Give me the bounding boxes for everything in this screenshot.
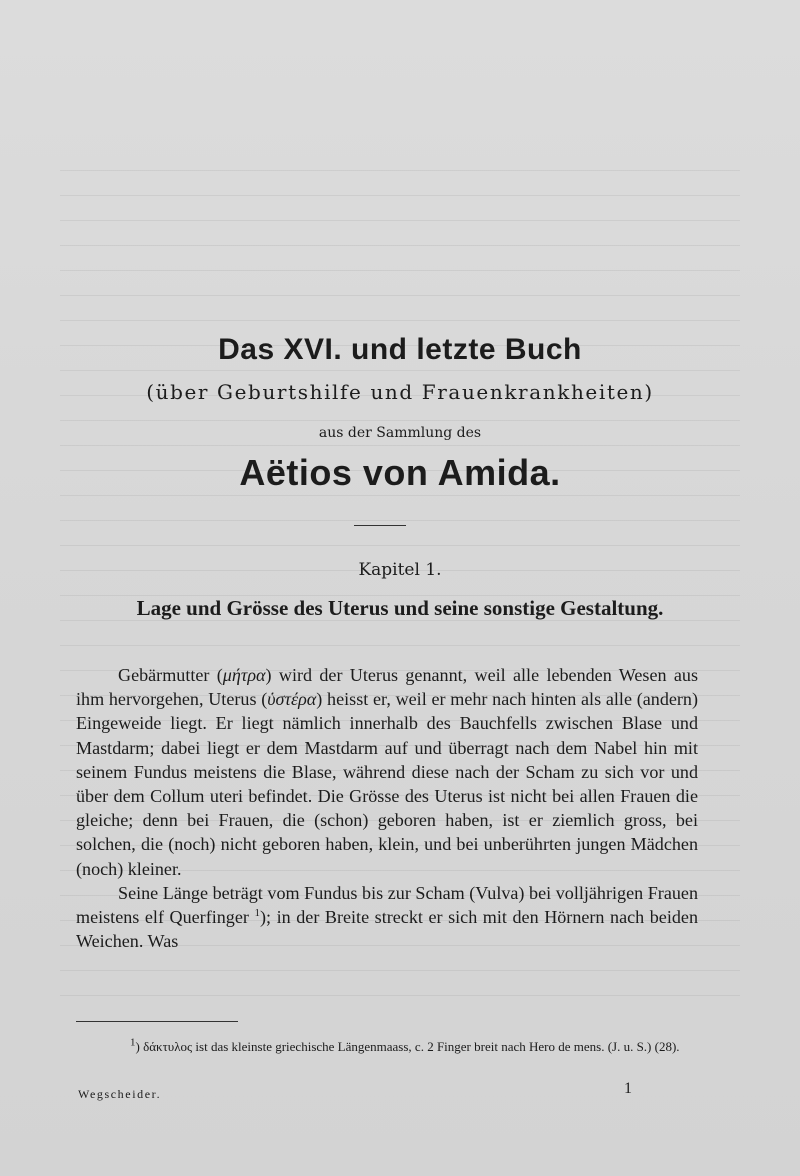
paragraph-1-text-c: ) heisst er, weil er mehr nach hinten als alle (andern) Eingeweide liegt. Er liegt nämlich innerhalb des Bauchfells zwischen Blase und Mastdarm; dabei liegt er dem Mastdarm auf und überragt nach dem Nabel hin mit seinem Fundus meistens die Blase, während diese nach der Scham zu sich vor und über dem Collum uteri befindet. Die Grösse des Uterus ist nicht bei allen Frauen die gleiche; denn bei Frauen, die (schon) geboren haben, ist er ziemlich gross, bei solchen, die (noch) nicht geboren haben, klein, und bei unberührten jungen Mädchen (noch) kleiner.: [76, 689, 698, 879]
book-subtitle: (über Geburtshilfe und Frauenkrankheiten): [146, 380, 654, 404]
footnote-body: ) δάκτυλος ist das kleinste griechische Längenmaass, c. 2 Finger breit nach Hero de mens. (J. u. S.) (28).: [135, 1039, 680, 1054]
chapter-heading: Lage und Grösse des Uterus und seine sonstige Gestaltung.: [136, 596, 664, 620]
greek-term-metra: μήτρα: [222, 665, 266, 685]
footnote-reference: 1: [254, 907, 260, 919]
footnote-text: [76, 1037, 700, 1057]
footnote-divider: [76, 1021, 238, 1022]
chapter-label: Kapitel 1.: [358, 560, 442, 580]
footnote-marker: 1: [130, 1036, 136, 1049]
paragraph-1-text-a: Gebärmutter (: [118, 665, 223, 685]
paragraph-2: [76, 881, 698, 954]
paragraph-2-text-a: Seine Länge beträgt vom Fundus bis zur Scham (Vulva) bei volljährigen Frauen meistens elf Querfinger: [76, 882, 698, 928]
author-name: Aëtios von Amida.: [239, 452, 561, 493]
greek-term-hystera: ὑστέρα: [267, 689, 317, 710]
footnote: [76, 1037, 700, 1057]
paragraph-1: [76, 663, 698, 881]
paragraph-1-text-b: ) wird der Uterus genannt, weil alle lebenden Wesen aus ihm hervorgehen, Uterus (: [76, 665, 698, 710]
book-title: Das XVI. und letzte Buch: [218, 333, 582, 366]
body-text: [76, 663, 698, 953]
page-number: 1: [624, 1080, 632, 1097]
paragraph-2-text-b: ); in der Breite streckt er sich mit den Hörnern nach beiden Weichen. Was: [76, 907, 698, 952]
collection-line: aus der Sammlung des: [318, 425, 482, 441]
signature-mark: Wegscheider.: [78, 1087, 162, 1101]
section-divider: [354, 525, 406, 526]
